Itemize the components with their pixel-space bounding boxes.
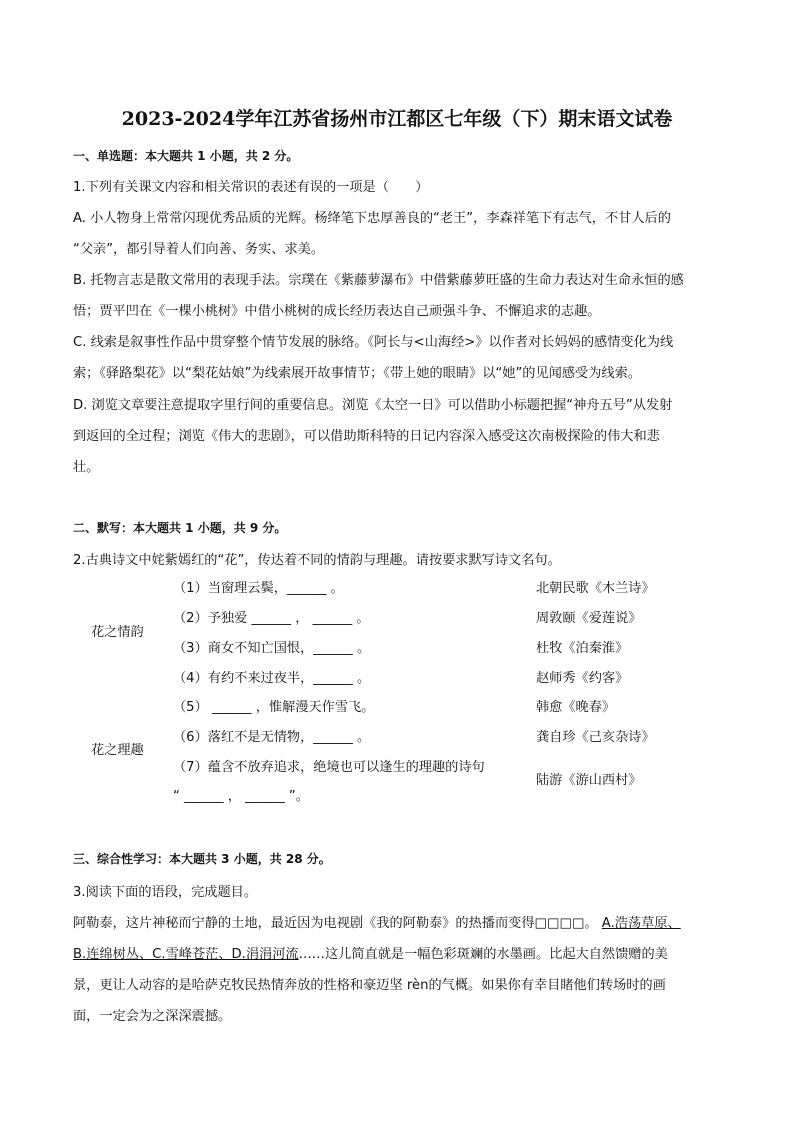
poem-source-2: 周敦颐《爱莲说》: [536, 611, 642, 626]
poem-line-2: （2）予独爱 ______ ， ______ 。: [173, 611, 370, 626]
poem-source-4: 赵师秀《约客》: [536, 671, 629, 686]
group-label-flower-charm: 花之情韵: [91, 625, 144, 640]
poem-source-3: 杜牧《泊秦淮》: [536, 641, 629, 656]
poem-line-6: （6）落红不是无情物，______ 。: [173, 730, 371, 745]
option-c-line-2: 索；《驿路梨花》以“梨花姑娘”为线索展开故事情节；《带上她的眼睛》以“她”的见闻感受为线索。: [73, 366, 641, 381]
underlined-phrases-bcd: B.连绵树丛、C.雪峰苍茫、D.涓涓河流: [73, 947, 299, 962]
paragraph-line-2-text: ……这儿简直就是一幅色彩斑斓的水墨画。比起大自然馈赠的美: [298, 947, 668, 962]
option-a-line-2: “父亲”，都引导着人们向善、务实、求美。: [73, 242, 325, 257]
option-d-line-1: D. 浏览文章要注意提取字里行间的重要信息。浏览《太空一日》可以借助小标题把握“神舟五号”从发射: [73, 398, 673, 413]
paragraph-line-3: 景，更让人动容的是哈萨克牧民热情奔放的性格和豪迈坚 rèn的气概。如果你有幸目睹他们转场时的画: [73, 978, 666, 993]
poem-source-7: 陆游《游山西村》: [536, 773, 642, 788]
poem-source-6: 龚自珍《己亥杂诗》: [536, 730, 655, 745]
poem-line-4: （4）有约不来过夜半，______ 。: [173, 671, 371, 686]
poem-line-7-continued: “ ______ ， ______ ”。: [173, 789, 309, 804]
poem-line-7: （7）蕴含不放弃追求，绝境也可以逢生的理趣的诗句: [173, 760, 485, 775]
poem-line-5: （5） ______ ，惟解漫天作雪飞。: [173, 700, 375, 715]
option-d-line-2: 到返回的全过程；浏览《伟大的悲剧》，可以借助斯科特的日记内容深入感受这次南极探险的伟大和悲: [73, 429, 660, 444]
option-a-line-1: A. 小人物身上常常闪现优秀品质的光辉。杨绛笔下忠厚善良的“老王”，李森祥笔下有志气，不甘人后的: [73, 211, 671, 226]
option-c-line-1: C. 线索是叙事性作品中贯穿整个情节发展的脉络。《阿长与<山海经>》以作者对长妈妈的感情变化为线: [73, 335, 674, 350]
paragraph-line-2: [73, 943, 668, 962]
option-b-line-1: B. 托物言志是散文常用的表现手法。宗璞在《紫藤萝瀑布》中借紫藤萝旺盛的生命力表达对生命永恒的感: [73, 273, 684, 288]
paragraph-line-1: [73, 912, 681, 931]
poem-source-1: 北朝民歌《木兰诗》: [536, 581, 655, 596]
paragraph-line-4: 面，一定会为之深深震撼。: [73, 1009, 232, 1024]
question-3-stem: 3.阅读下面的语段，完成题目。: [73, 885, 258, 900]
poem-source-5: 韩愈《晚春》: [536, 700, 616, 715]
section-1-heading: 一、单选题：本大题共 1 小题，共 2 分。: [73, 149, 299, 163]
underlined-phrase-a: A.浩荡草原、: [601, 916, 681, 931]
option-d-line-3: 壮。: [73, 460, 100, 475]
group-label-flower-reason: 花之理趣: [91, 743, 144, 758]
poem-line-3: （3）商女不知亡国恨，______ 。: [173, 641, 371, 656]
poem-line-1: （1）当窗理云鬓，______ 。: [173, 581, 344, 596]
question-2-stem: 2.古典诗文中姹紫嫣红的“花”，传达着不同的情韵与理趣。请按要求默写诗文名句。: [73, 553, 561, 568]
option-b-line-2: 悟；贾平凹在《一棵小桃树》中借小桃树的成长经历表达自己顽强斗争、不懈追求的志趣。: [73, 304, 601, 319]
section-3-heading: 三、综合性学习：本大题共 3 小题，共 28 分。: [73, 852, 331, 866]
paragraph-line-1-text: 阿勒泰，这片神秘而宁静的土地，最近因为电视剧《我的阿勒泰》的热播而变得□□□□。: [73, 916, 598, 931]
section-2-heading: 二、默写：本大题共 1 小题，共 9 分。: [73, 521, 287, 535]
question-1-stem: 1.下列有关课文内容和相关常识的表述有误的一项是（ ）: [73, 180, 429, 195]
page-title: 2023-2024学年江苏省扬州市江都区七年级（下）期末语文试卷: [121, 108, 673, 130]
